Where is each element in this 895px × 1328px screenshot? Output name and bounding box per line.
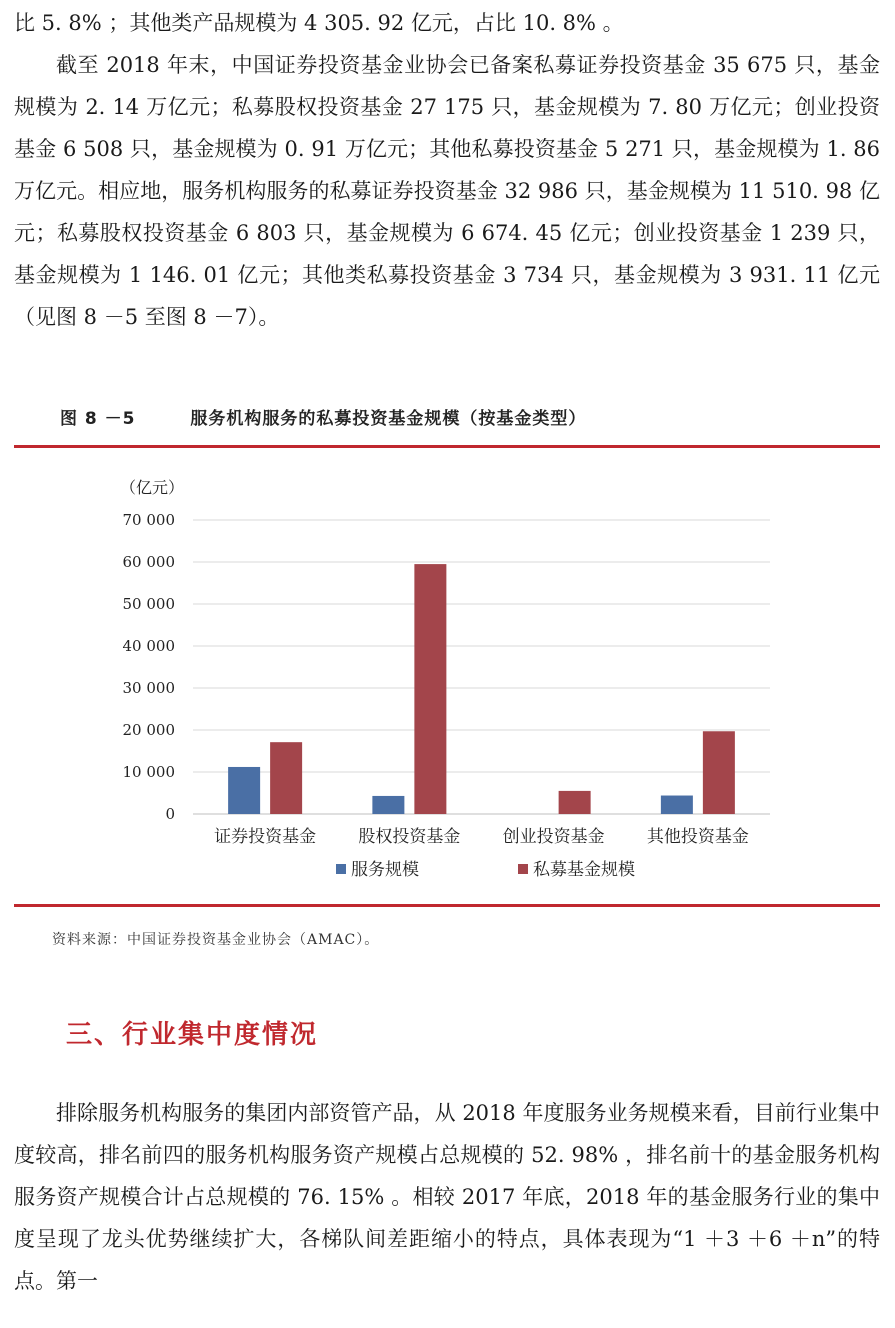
legend-swatch [336, 864, 346, 874]
y-tick-label: 60 000 [122, 553, 175, 571]
legend-label: 私募基金规模 [533, 860, 635, 880]
bar-private-fund-scale [703, 731, 735, 814]
paragraph-1: 比 5. 8% ；其他类产品规模为 4 305. 92 亿元，占比 10. 8% 。 [14, 11, 624, 35]
bar-private-fund-scale [270, 742, 302, 814]
bar-private-fund-scale [559, 791, 591, 814]
x-category-label: 创业投资基金 [502, 827, 605, 847]
y-tick-label: 20 000 [122, 721, 175, 739]
bar-service-scale [228, 767, 260, 814]
legend-label: 服务规模 [351, 860, 419, 880]
bar-private-fund-scale [414, 564, 446, 814]
section-heading: 三、行业集中度情况 [66, 1020, 319, 1050]
bar-chart [0, 452, 895, 912]
paragraph-2: 截至 2018 年末，中国证券投资基金业协会已备案私募证券投资基金 35 675 只，基金规模为 2. 14 万亿元；私募股权投资基金 27 175 只，基金规模为 7. 80 万亿元；创业投资基金 6 508 只，基金规模为 0. 91 万亿元；其他私募投资基金 5 271 只，基金规模为 1. 86 万亿元。相应地，服务机构服务的私募证券投资基金 32 986 只，基金规模为 11 510. 98 亿元；私募股权投资基金 6 803 只，基金规模为 6 674. 45 亿元；创业投资基金 1 239 只，基金规模为 1 146. 01 亿元；其他类私募投资基金 3 734 只，基金规模为 3 931. 11 亿元（见图 8 －5 至图 8 －7）。 [14, 53, 880, 329]
y-tick-label: 40 000 [122, 637, 175, 655]
y-tick-label: 10 000 [122, 763, 175, 781]
legend-swatch [518, 864, 528, 874]
figure-title: 服务机构服务的私募投资基金规模（按基金类型） [190, 409, 587, 429]
figure-source: 资料来源：中国证券投资基金业协会（AMAC）。 [52, 932, 380, 948]
figure-bottom-rule [14, 904, 880, 907]
figure-top-rule [14, 445, 880, 448]
paragraph-3: 排除服务机构服务的集团内部资管产品，从 2018 年度服务业务规模来看，目前行业集中度较高，排名前四的服务机构服务资产规模占总规模的 52. 98% ，排名前十的基金服务机构服务资产规模合计占总规模的 76. 15% 。相较 2017 年底，2018 年的基金服务行业的集中度呈现了龙头优势继续扩大，各梯队间差距缩小的特点，具体表现为“1 ＋3 ＋6 ＋n”的特点。第一 [14, 1101, 880, 1293]
legend-item [518, 860, 635, 880]
figure-number: 图 8 －5 [60, 409, 136, 429]
bar-service-scale [372, 796, 404, 814]
top-text-block [14, 2, 880, 338]
bar-service-scale [661, 796, 693, 814]
legend-item [336, 860, 419, 880]
figure-caption [60, 404, 586, 429]
x-category-label: 股权投资基金 [358, 827, 461, 847]
y-axis-unit-label: （亿元） [120, 478, 185, 497]
y-tick-label: 30 000 [122, 679, 175, 697]
y-tick-label: 50 000 [122, 595, 175, 613]
y-tick-label: 0 [165, 805, 175, 823]
y-tick-label: 70 000 [122, 511, 175, 529]
x-category-label: 证券投资基金 [214, 827, 317, 847]
x-category-label: 其他投资基金 [646, 827, 749, 847]
bottom-text-block [14, 1092, 880, 1302]
